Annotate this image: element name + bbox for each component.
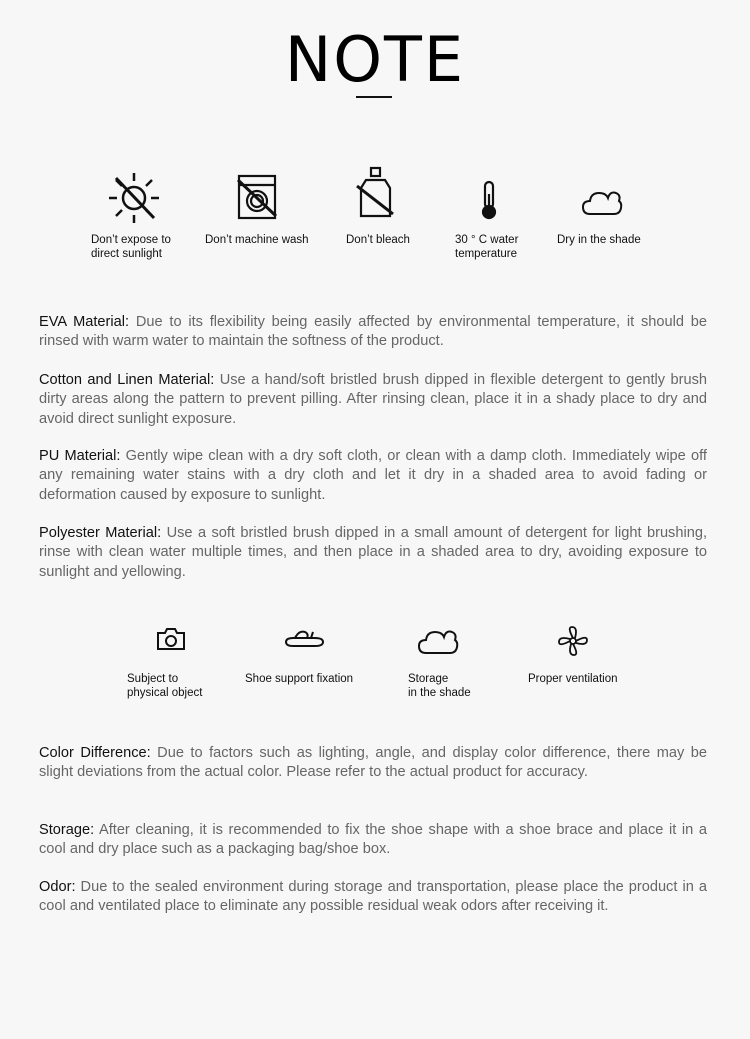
storage-label-ventilation: Proper ventilation [528, 673, 618, 685]
care-label-water-temperature: 30 ° C water temperature [455, 234, 519, 260]
thermometer-icon [478, 180, 500, 220]
care-label-bleach: Don’t bleach [346, 234, 410, 246]
page-title: NOTE [284, 23, 466, 96]
no-sun-icon [106, 170, 162, 226]
material-cotton-linen: Cotton and Linen Material: Use a hand/soft bristled brush dipped in flexible detergent to gently brush dirty areas along the pattern to prevent pilling. After rinsing clean, place it in a shady place to dry and avoid direct sunlight exposure. [39, 372, 707, 427]
shoe-support-icon [283, 628, 325, 650]
note-color-difference: Color Difference: Due to factors such as lighting, angle, and display color difference, there may be slight deviations from the actual color. Please refer to the actual product for accuracy. [39, 745, 707, 781]
care-label-machine-wash: Don’t machine wash [205, 234, 309, 246]
material-pu: PU Material: Gently wipe clean with a dry soft cloth, or clean with a damp cloth. Immediately wipe off any remaining water stains with a dry cloth and let it dry in a shaded area to avoid fading or deformation caused by exposure to sunlight. [39, 448, 707, 503]
cloud-icon [580, 186, 624, 218]
no-machine-wash-icon [236, 174, 278, 220]
no-bleach-icon [355, 166, 397, 220]
note-odor: Odor: Due to the sealed environment during storage and transportation, please place the product in a cool and ventilated place to eliminate any possible residual weak odors after receiving it. [39, 879, 707, 915]
material-eva: EVA Material: Due to its flexibility being easily affected by environmental temperature, it should be rinsed with warm water to maintain the softness of the product. [39, 314, 707, 350]
note-storage: Storage: After cleaning, it is recommended to fix the shoe shape with a shoe brace and place it in a cool and dry place such as a packaging bag/shoe box. [39, 822, 707, 858]
care-label-dry-shade: Dry in the shade [557, 234, 641, 246]
storage-label-shoe-support: Shoe support fixation [245, 673, 354, 685]
storage-label-physical-object: Subject to physical object [127, 673, 203, 699]
material-polyester: Polyester Material: Use a soft bristled brush dipped in a small amount of detergent for light brushing, rinse with clean water multiple times, and then place in a shaded area to dry, avoiding exposure to sunlight and yellowing. [39, 525, 707, 580]
care-label-sunlight: Don’t expose to direct sunlight [91, 234, 171, 260]
fan-icon [557, 625, 589, 657]
storage-label-shade: Storage in the shade [408, 673, 471, 699]
storage-cloud-icon [416, 625, 460, 657]
camera-icon [156, 627, 186, 651]
title-underline [356, 96, 392, 98]
